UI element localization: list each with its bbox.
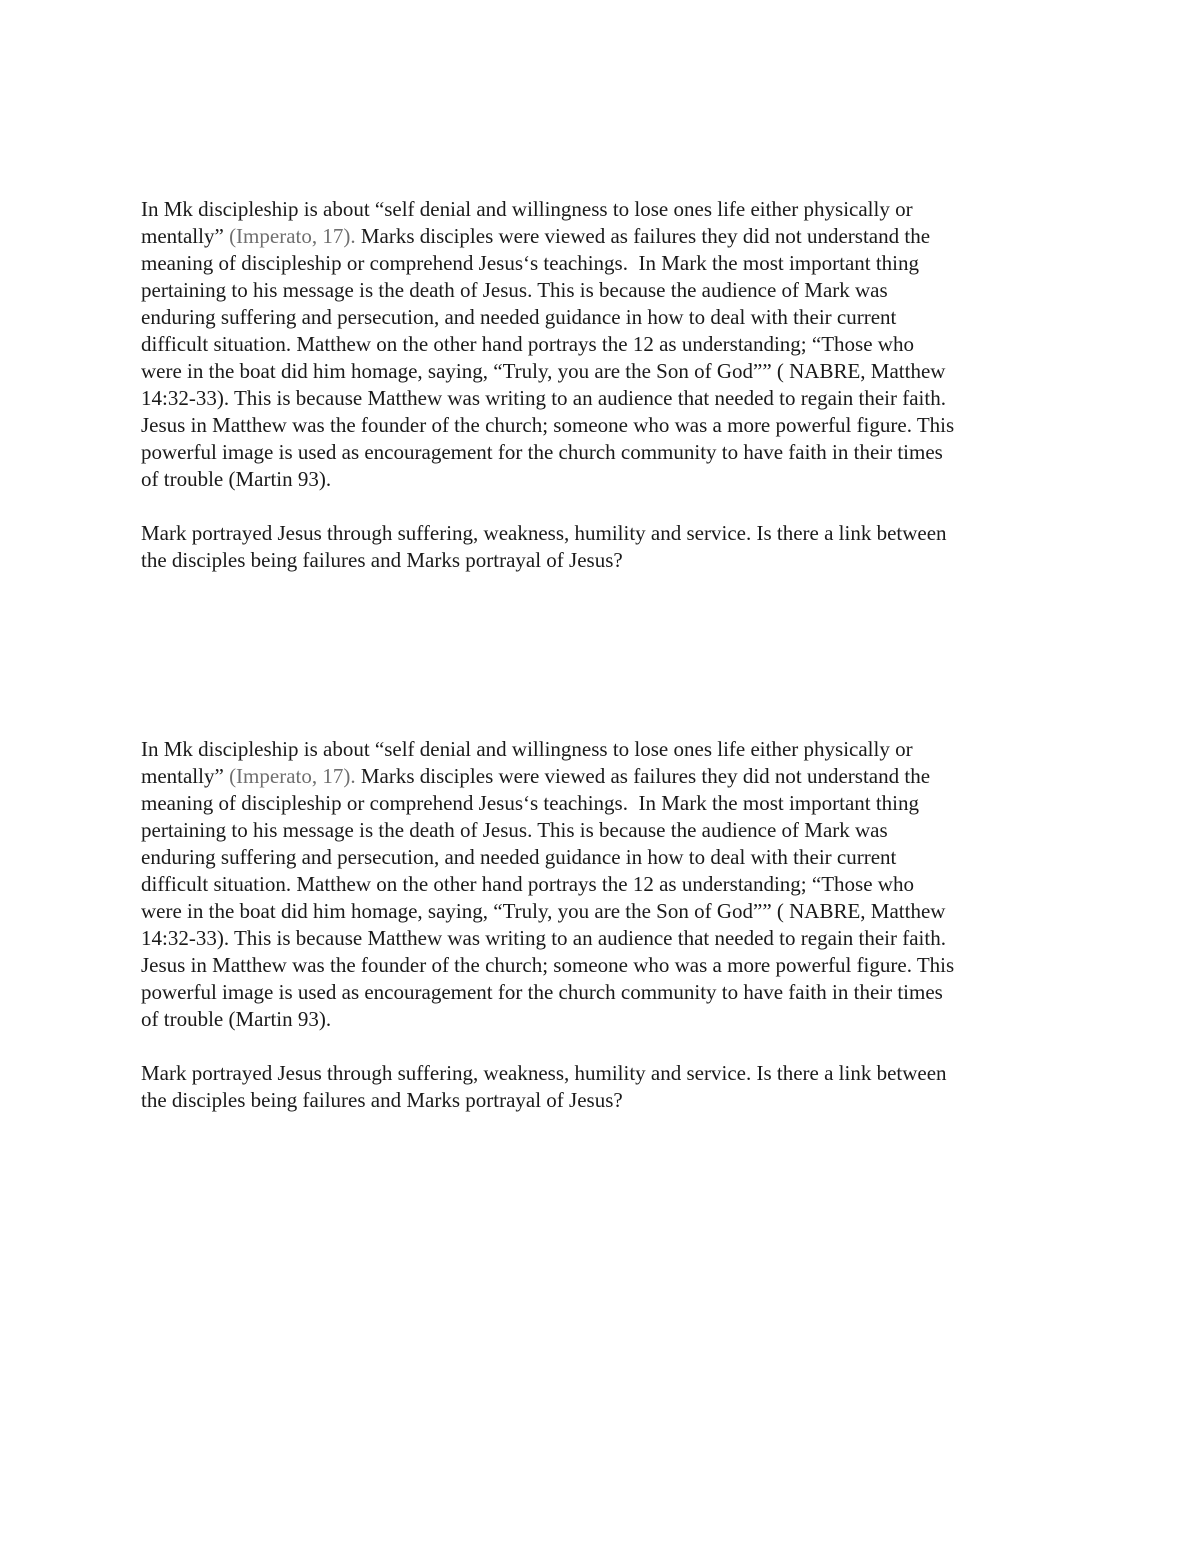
paragraph-question xyxy=(141,1060,1061,1114)
paragraph-question xyxy=(141,520,1061,574)
paragraph-line: of trouble (Martin 93). xyxy=(141,1007,332,1031)
paragraph-discipleship xyxy=(141,196,1061,493)
paragraph-line: In Mk discipleship is about “self denial and willingness to lose ones life either physically or xyxy=(141,737,913,761)
citation-imperato: (Imperato, 17). xyxy=(229,224,356,248)
text-block-2 xyxy=(141,736,1061,1114)
paragraph-line: In Mk discipleship is about “self denial and willingness to lose ones life either physically or xyxy=(141,197,913,221)
paragraph-line: were in the boat did him homage, saying, “Truly, you are the Son of God”” ( NABRE, Matthew xyxy=(141,899,946,923)
text-block-1 xyxy=(141,196,1061,574)
paragraph-line: difficult situation. Matthew on the other hand portrays the 12 as understanding; “Those who xyxy=(141,332,914,356)
paragraph-line: 14:32-33). This is because Matthew was writing to an audience that needed to regain their faith. xyxy=(141,386,946,410)
paragraph-line: were in the boat did him homage, saying, “Truly, you are the Son of God”” ( NABRE, Matthew xyxy=(141,359,946,383)
paragraph-line: meaning of discipleship or comprehend Jesus‘s teachings. In Mark the most important thing xyxy=(141,251,920,275)
paragraph-line: mentally” (Imperato, 17). Marks disciples were viewed as failures they did not understand the xyxy=(141,764,931,788)
paragraph-gap xyxy=(141,493,1061,520)
paragraph-line: powerful image is used as encouragement for the church community to have faith in their times xyxy=(141,980,943,1004)
citation-imperato: (Imperato, 17). xyxy=(229,764,356,788)
paragraph-line: pertaining to his message is the death of Jesus. This is because the audience of Mark was xyxy=(141,818,888,842)
paragraph-line: mentally” (Imperato, 17). Marks disciples were viewed as failures they did not understand the xyxy=(141,224,931,248)
paragraph-line: 14:32-33). This is because Matthew was writing to an audience that needed to regain their faith. xyxy=(141,926,946,950)
paragraph-line: pertaining to his message is the death of Jesus. This is because the audience of Mark was xyxy=(141,278,888,302)
paragraph-line: difficult situation. Matthew on the other hand portrays the 12 as understanding; “Those who xyxy=(141,872,914,896)
paragraph-discipleship xyxy=(141,736,1061,1033)
paragraph-line: meaning of discipleship or comprehend Jesus‘s teachings. In Mark the most important thing xyxy=(141,791,920,815)
paragraph-line: Mark portrayed Jesus through suffering, weakness, humility and service. Is there a link between xyxy=(141,521,947,545)
paragraph-line: Mark portrayed Jesus through suffering, weakness, humility and service. Is there a link between xyxy=(141,1061,947,1085)
paragraph-line: enduring suffering and persecution, and needed guidance in how to deal with their current xyxy=(141,845,897,869)
paragraph-line: powerful image is used as encouragement for the church community to have faith in their times xyxy=(141,440,943,464)
paragraph-line: enduring suffering and persecution, and needed guidance in how to deal with their current xyxy=(141,305,897,329)
paragraph-line: Jesus in Matthew was the founder of the church; someone who was a more powerful figure. This xyxy=(141,413,955,437)
paragraph-line: the disciples being failures and Marks portrayal of Jesus? xyxy=(141,548,623,572)
paragraph-line: the disciples being failures and Marks portrayal of Jesus? xyxy=(141,1088,623,1112)
paragraph-line: of trouble (Martin 93). xyxy=(141,467,332,491)
paragraph-line: Jesus in Matthew was the founder of the church; someone who was a more powerful figure. This xyxy=(141,953,955,977)
paragraph-gap xyxy=(141,1033,1061,1060)
